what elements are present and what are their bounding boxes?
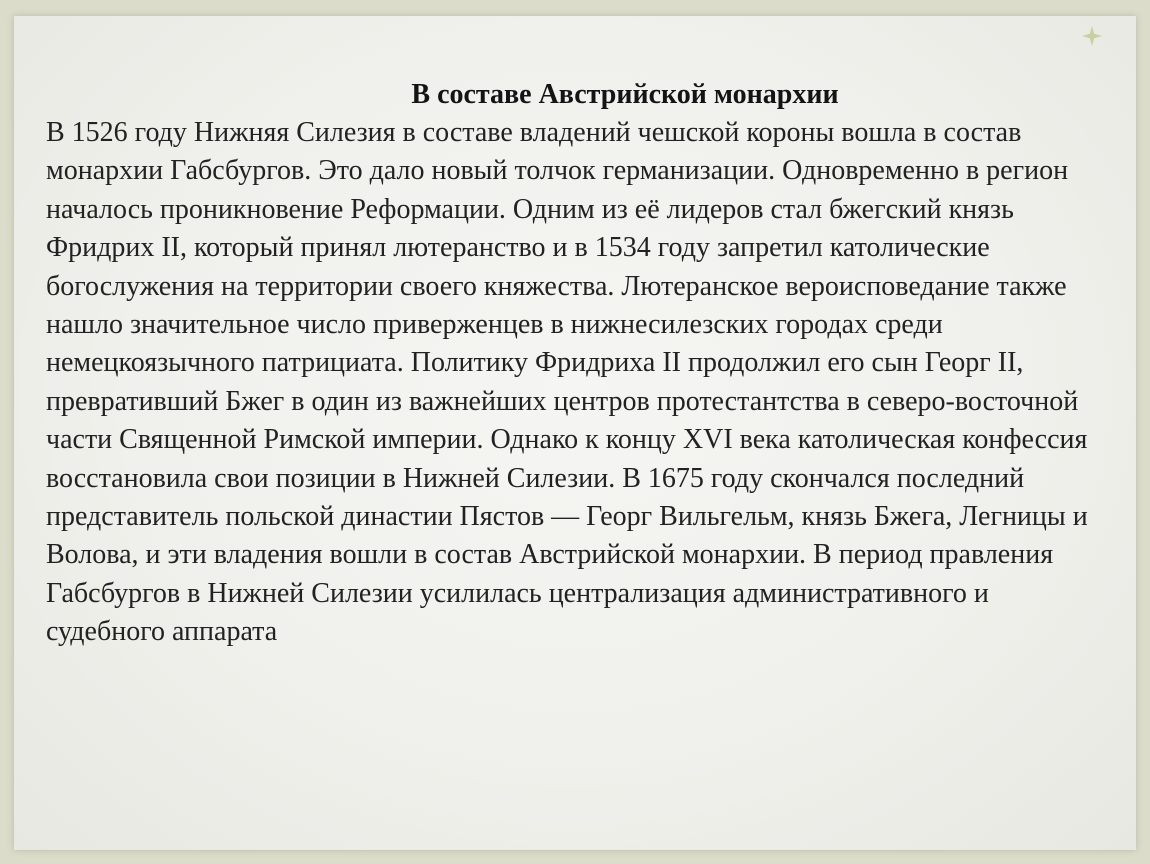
slide-title: В составе Австрийской монархии [411,79,839,110]
slide-content [30,76,1100,652]
slide-body-text: В 1526 году Нижняя Силезия в составе владений чешской короны вошла в состав монархии Габсбургов. Это дало новый толчок германизации. Одновременно в регион началось проникновение Реформации. Одним из её лидеров стал бжегский князь Фридрих II, который принял лютеранство и в 1534 году запретил католические богослужения на территории своего княжества. Лютеранское вероисповедание также нашло значительное число приверженцев в нижнесилезских городах среди немецкоязычного патрициата. Политику Фридриха II продолжил его сын Георг II, превративший Бжег в один из важнейших центров протестантства в северо-восточной части Священной Римской империи. Однако к концу XVI века католическая конфессия восстановила свои позиции в Нижней Силезии. В 1675 году скончался последний представитель польской династии Пястов — Георг Вильгельм, князь Бжега, Легницы и Волова, и эти владения вошли в состав Австрийской монархии. В период правления Габсбургов в Нижней Силезии усилилась централизация административного и судебного аппарата [46,117,1088,648]
star-bullet-icon [1082,26,1102,46]
